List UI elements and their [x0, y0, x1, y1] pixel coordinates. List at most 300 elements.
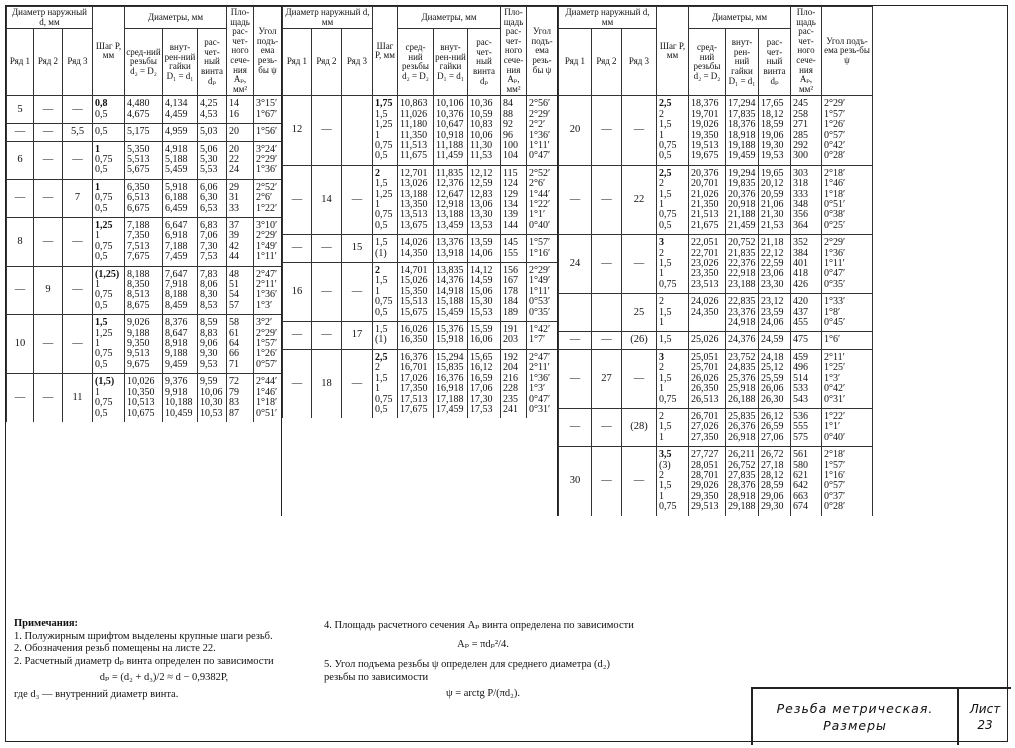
cell-value: (1) — [375, 334, 387, 346]
cell-value: 0,5 — [95, 407, 108, 419]
cell-value: 23,30 — [761, 278, 784, 290]
row2-diameter: — — [34, 124, 63, 141]
formula-dp: dₚ = (d₂ + d₃)/2 ≈ d − 0,9382P, — [99, 672, 229, 684]
row2-diameter: — — [34, 374, 63, 422]
cell-value: 0,75 — [375, 139, 393, 151]
inner-diameter-cell — [434, 96, 468, 165]
cell-value: 9,59 — [200, 376, 218, 388]
cell-value: 1°16′ — [529, 247, 551, 259]
cell-value: 19,835 — [728, 178, 756, 190]
header-angle: Угол подъ-ема резь-бы ψ — [822, 7, 873, 96]
header-area: Пло-щадь рас-чет-ного сече-ния Aₚ, мм² — [791, 7, 822, 96]
row3-diameter: — — [622, 235, 657, 294]
calc-diameter-cell — [198, 124, 227, 141]
cell-value: 0°35′ — [824, 278, 846, 290]
header-outer-diameter: Диаметр наружный d, мм — [559, 7, 657, 29]
calc-diameter-cell — [198, 374, 227, 422]
cell-value: 2°44′ — [256, 376, 278, 388]
cell-value: 533 — [793, 383, 808, 395]
cell-value: 0,75 — [659, 393, 677, 405]
cell-value: 8,53 — [200, 299, 218, 311]
table-block-1 — [6, 6, 281, 516]
cell-value: 79 — [229, 386, 239, 398]
cell-value: 8,459 — [165, 299, 188, 311]
cell-value: 16,026 — [400, 324, 428, 336]
row3-diameter: — — [342, 349, 373, 418]
pitch-cell — [373, 235, 398, 263]
cell-value: 0,75 — [95, 397, 113, 409]
cell-value: 674 — [793, 501, 808, 513]
cell-value: 1°11′ — [529, 139, 550, 151]
cell-value: 1,5 — [95, 317, 108, 329]
cell-value: 26,350 — [691, 383, 719, 395]
calc-diameter-cell — [468, 235, 501, 263]
cell-value: 9,06 — [200, 338, 218, 350]
cell-value: 496 — [793, 362, 808, 374]
cell-value: 10,188 — [165, 397, 193, 409]
cell-value: 145 — [503, 237, 518, 249]
cell-value: 1,75 — [375, 98, 393, 110]
cell-value: 4,959 — [165, 126, 188, 138]
cell-value: 39 — [229, 230, 239, 242]
cell-value: 9,026 — [127, 317, 150, 329]
angle-cell — [527, 349, 558, 418]
area-cell — [791, 294, 822, 332]
cell-value: 3 — [659, 237, 664, 249]
inner-diameter-cell — [726, 447, 759, 516]
cell-value: 4,134 — [165, 98, 188, 110]
cell-value: 18,918 — [728, 129, 756, 141]
cell-value: 9,188 — [127, 327, 150, 339]
row2-diameter: — — [312, 263, 342, 322]
cell-value: 10,59 — [470, 108, 493, 120]
cell-value: 20 — [229, 143, 239, 155]
pitch-cell — [657, 235, 689, 294]
angle-cell — [254, 96, 282, 124]
cell-value: 1,5 — [375, 275, 388, 287]
cell-value: 1 — [659, 268, 664, 280]
row2-diameter — [592, 294, 622, 332]
cell-value: 6,918 — [165, 230, 188, 242]
cell-value: 21,835 — [728, 247, 756, 259]
title-stamp — [751, 687, 1011, 745]
cell-value: 20,918 — [728, 199, 756, 210]
calc-diameter-cell — [759, 447, 791, 516]
inner-diameter-cell — [434, 349, 468, 418]
pitch-cell — [373, 263, 398, 322]
cell-value: 3,5 — [659, 449, 672, 461]
cell-value: 0,5 — [659, 150, 672, 162]
cell-value: 1°57′ — [256, 338, 278, 350]
row2-diameter: — — [592, 96, 622, 165]
cell-value: 26,30 — [761, 393, 784, 405]
inner-diameter-cell — [726, 235, 759, 294]
cell-value: 25,701 — [691, 362, 719, 374]
cell-value: (1,5) — [95, 376, 115, 388]
cell-value: 25,376 — [728, 372, 756, 384]
row2-diameter: — — [592, 332, 622, 349]
cell-value: 14 — [229, 98, 239, 110]
cell-value: 17,350 — [400, 383, 428, 395]
row1-diameter: — — [559, 165, 592, 234]
cell-value: 16,06 — [470, 334, 493, 346]
cell-value: 19,294 — [728, 167, 756, 179]
cell-value: 7,459 — [165, 251, 188, 263]
area-cell — [227, 141, 254, 179]
cell-value: (3) — [659, 459, 671, 471]
cell-value: 23,59 — [761, 306, 784, 318]
cell-value: 11,675 — [400, 150, 428, 162]
cell-value: 9,513 — [127, 348, 150, 360]
cell-value: 11,180 — [400, 119, 428, 131]
cell-value: 0,5 — [375, 150, 388, 162]
cell-value: 31 — [229, 192, 239, 204]
row3-diameter: (28) — [622, 408, 657, 446]
cell-value: 1°6′ — [824, 334, 841, 346]
row1-diameter: 30 — [559, 447, 592, 516]
calc-diameter-cell — [759, 294, 791, 332]
cell-value: 1 — [95, 279, 100, 291]
cell-value: 129 — [503, 188, 518, 200]
cell-value: 4,459 — [165, 108, 188, 120]
cell-value: 26,188 — [728, 393, 756, 405]
cell-value: 1,5 — [659, 119, 672, 131]
cell-value: 27,18 — [761, 459, 784, 471]
cell-value: 0°47′ — [824, 268, 846, 280]
cell-value: 292 — [793, 139, 808, 151]
row2-diameter: — — [592, 447, 622, 516]
cell-value: 575 — [793, 431, 808, 443]
cell-value: 1°11′ — [824, 258, 845, 270]
cell-value: 15,376 — [436, 324, 464, 336]
cell-value: 1°1′ — [824, 421, 841, 433]
pitch-cell — [93, 315, 125, 374]
middle-diameter-cell — [125, 266, 163, 315]
cell-value: 27,350 — [691, 431, 719, 443]
row3-diameter: — — [342, 263, 373, 322]
cell-value: 0°57′ — [256, 358, 278, 370]
cell-value: 6,06 — [200, 181, 218, 193]
cell-value: 61 — [229, 327, 239, 339]
cell-value: 42 — [229, 240, 239, 252]
cell-value: 155 — [503, 247, 518, 259]
cell-value: 8,918 — [165, 338, 188, 350]
cell-value: 514 — [793, 372, 808, 384]
row3-diameter: — — [622, 447, 657, 516]
cell-value: 83 — [229, 397, 239, 409]
cell-value: 115 — [503, 167, 518, 179]
header-inner-diameter: внут-рен-ний гайки D₁ = d₁ — [163, 29, 198, 96]
inner-diameter-cell — [434, 322, 468, 350]
cell-value: 0,75 — [659, 501, 677, 513]
cell-value: 1 — [375, 383, 380, 395]
cell-value: 0°47′ — [529, 393, 551, 405]
cell-value: 19,513 — [691, 139, 719, 151]
thread-table — [558, 6, 873, 516]
row2-diameter: — — [34, 179, 63, 217]
area-cell — [791, 96, 822, 165]
cell-value: 7,53 — [200, 251, 218, 263]
cell-value: 364 — [793, 219, 808, 231]
pitch-cell — [93, 179, 125, 217]
cell-value: 1,5 — [375, 372, 388, 384]
cell-value: 20,12 — [761, 178, 784, 190]
cell-value: 19,459 — [728, 150, 756, 162]
cell-value: 0°37′ — [824, 490, 846, 502]
cell-value: 20,376 — [728, 188, 756, 200]
cell-value: 0,5 — [95, 358, 108, 370]
cell-value: 0°42′ — [824, 383, 846, 395]
cell-value: 0°31′ — [529, 403, 551, 415]
inner-diameter-cell — [163, 374, 198, 422]
cell-value: 12,83 — [470, 188, 493, 200]
area-cell — [227, 96, 254, 124]
header-inner-diameter: внут-рен-ний гайки D₁ = d₁ — [434, 29, 468, 96]
cell-value: 0,75 — [95, 348, 113, 360]
row1-diameter: — — [283, 322, 312, 350]
cell-value: 71 — [229, 358, 239, 370]
cell-value: 2 — [659, 247, 664, 259]
cell-value: 22,59 — [761, 258, 784, 270]
cell-value: 16,376 — [436, 372, 464, 384]
cell-value: 2,5 — [659, 98, 672, 110]
inner-diameter-cell — [726, 165, 759, 234]
cell-value: 24,026 — [691, 296, 719, 308]
header-middle-diameter: сред-ний резьбы d₂ = D₂ — [689, 29, 726, 96]
cell-value: 13,918 — [436, 247, 464, 259]
cell-value: 24,376 — [728, 334, 756, 346]
middle-diameter-cell — [125, 374, 163, 422]
cell-value: 1°3′ — [824, 372, 841, 384]
cell-value: 5,675 — [127, 164, 150, 176]
cell-value: 1,5 — [375, 108, 388, 120]
cell-value: 333 — [793, 188, 808, 200]
cell-value: 0°42′ — [824, 139, 846, 151]
angle-cell — [527, 263, 558, 322]
table-row — [559, 447, 873, 516]
cell-value: 561 — [793, 449, 808, 461]
calc-diameter-cell — [198, 179, 227, 217]
cell-value: 22,701 — [691, 247, 719, 259]
cell-value: 11,53 — [470, 150, 493, 162]
calc-diameter-cell — [759, 349, 791, 408]
cell-value: 22,835 — [728, 296, 756, 308]
cell-value: 66 — [229, 348, 239, 360]
cell-value: 1,5 — [375, 237, 388, 249]
cell-value: 1,25 — [375, 188, 393, 200]
table-row — [7, 266, 282, 315]
row1-diameter: — — [283, 235, 312, 263]
cell-value: 1°57′ — [824, 459, 846, 471]
header-calc-diameter: рас-чет-ный винта dₚ — [198, 29, 227, 96]
row2-diameter: — — [592, 235, 622, 294]
middle-diameter-cell — [125, 141, 163, 179]
cell-value: 26,918 — [728, 431, 756, 443]
cell-value: 1 — [659, 383, 664, 395]
cell-value: 475 — [793, 334, 808, 346]
cell-value: 26,72 — [761, 449, 784, 461]
cell-value: 21,675 — [691, 219, 719, 231]
calc-diameter-cell — [468, 349, 501, 418]
cell-value: 2°29′ — [824, 237, 846, 249]
cell-value: 17,835 — [728, 108, 756, 120]
inner-diameter-cell — [434, 165, 468, 234]
cell-value: 26,752 — [728, 459, 756, 471]
cell-value: 3°24′ — [256, 143, 278, 155]
cell-value: 12,647 — [436, 188, 464, 200]
inner-diameter-cell — [163, 266, 198, 315]
cell-value: 1°11′ — [529, 285, 550, 297]
cell-value: 1,25 — [95, 327, 113, 339]
cell-value: 167 — [503, 275, 518, 287]
cell-value: 23,513 — [691, 278, 719, 290]
cell-value: 9,350 — [127, 338, 150, 350]
header-inner-diameter: внут-рен-ний гайки D₁ = d₁ — [726, 29, 759, 96]
cell-value: 22,051 — [691, 237, 719, 249]
cell-value: 16,12 — [470, 362, 493, 374]
cell-value: 2°11′ — [824, 351, 845, 363]
cell-value: 1°56′ — [256, 126, 278, 138]
cell-value: 2°11′ — [256, 279, 277, 291]
cell-value: 15,59 — [470, 324, 493, 336]
cell-value: 1 — [659, 199, 664, 210]
cell-value: 5,188 — [165, 153, 188, 165]
middle-diameter-cell — [689, 332, 726, 349]
row3-diameter — [342, 96, 373, 165]
cell-value: 29,513 — [691, 501, 719, 513]
row2-diameter: — — [312, 322, 342, 350]
cell-value: 241 — [503, 403, 518, 415]
row3-diameter: — — [622, 349, 657, 408]
cell-value: 44 — [229, 251, 239, 263]
cell-value: 204 — [503, 362, 518, 374]
cell-value: 2 — [659, 296, 664, 308]
table-row — [283, 96, 558, 165]
cell-value: 2,5 — [659, 167, 672, 179]
cell-value: 1°57′ — [824, 108, 846, 120]
cell-value: 16,59 — [470, 372, 493, 384]
middle-diameter-cell — [398, 263, 434, 322]
row2-diameter: — — [592, 165, 622, 234]
cell-value: 15,30 — [470, 296, 493, 308]
row3-diameter: 11 — [63, 374, 93, 422]
cell-value: 26,701 — [691, 410, 719, 422]
cell-value: 11,513 — [400, 139, 428, 151]
header-diameters: Диаметры, мм — [125, 7, 227, 29]
cell-value: 1°26′ — [256, 348, 278, 360]
cell-value: 1,5 — [659, 480, 672, 492]
cell-value: 14,59 — [470, 275, 493, 287]
cell-value: 144 — [503, 219, 518, 231]
cell-value: 21,53 — [761, 219, 784, 231]
table-block-2 — [281, 6, 557, 516]
cell-value: 5,53 — [200, 164, 218, 176]
inner-diameter-cell — [163, 141, 198, 179]
cell-value: 1,5 — [659, 372, 672, 384]
cell-value: 6,30 — [200, 192, 218, 204]
pitch-cell — [657, 294, 689, 332]
middle-diameter-cell — [689, 447, 726, 516]
cell-value: 15,06 — [470, 285, 493, 297]
cell-value: 16,701 — [400, 362, 428, 374]
cell-value: 21,026 — [691, 188, 719, 200]
cell-value: 20,701 — [691, 178, 719, 190]
cell-value: 7,06 — [200, 230, 218, 242]
pitch-cell — [657, 165, 689, 234]
cell-value: 2 — [659, 108, 664, 120]
cell-value: 0,5 — [95, 299, 108, 311]
cell-value: 17,513 — [400, 393, 428, 405]
cell-value: 1 — [375, 199, 380, 210]
calc-diameter-cell — [759, 96, 791, 165]
cell-value: 0°25′ — [824, 219, 846, 231]
cell-value: 3 — [659, 351, 664, 363]
pitch-cell — [657, 447, 689, 516]
cell-value: 13,30 — [470, 209, 493, 221]
cell-value: 0°57′ — [824, 480, 846, 492]
cell-value: 0,5 — [95, 164, 108, 176]
middle-diameter-cell — [125, 315, 163, 374]
cell-value: 1°44′ — [529, 188, 551, 200]
cell-value: 1°36′ — [529, 372, 551, 384]
cell-value: 0,75 — [375, 296, 393, 308]
middle-diameter-cell — [398, 322, 434, 350]
cell-value: 8,06 — [200, 279, 218, 291]
cell-value: 72 — [229, 376, 239, 388]
cell-value: 1°18′ — [824, 188, 846, 200]
cell-value: 271 — [793, 119, 808, 131]
angle-cell — [822, 96, 873, 165]
cell-value: 13,350 — [400, 199, 428, 210]
cell-value: 5,350 — [127, 143, 150, 155]
cell-value: 25,835 — [728, 410, 756, 422]
row3-diameter: 25 — [622, 294, 657, 332]
cell-value: 1°42′ — [529, 324, 551, 336]
cell-value: 17,06 — [470, 383, 493, 395]
cell-value: 15,65 — [470, 351, 493, 363]
cell-value: 16 — [229, 108, 239, 120]
cell-value: 19,675 — [691, 150, 719, 162]
header-area: Пло-щадь рас-чет-ного сече-ния Aₚ, мм² — [227, 7, 254, 96]
header-diameters: Диаметры, мм — [689, 7, 791, 29]
cell-value: 13,188 — [436, 209, 464, 221]
row1-diameter: — — [7, 374, 34, 422]
calc-diameter-cell — [468, 263, 501, 322]
table-row — [7, 374, 282, 422]
cell-value: 356 — [793, 209, 808, 221]
cell-value: 1°46′ — [824, 178, 846, 190]
cell-value: 0,5 — [375, 219, 388, 231]
table-block-3 — [557, 6, 872, 516]
pitch-cell — [657, 332, 689, 349]
area-cell — [791, 235, 822, 294]
cell-value: 7,350 — [127, 230, 150, 242]
row2-diameter: — — [312, 235, 342, 263]
cell-value: 14,701 — [400, 265, 428, 277]
cell-value: 27,727 — [691, 449, 719, 461]
cell-value: 24 — [229, 164, 239, 176]
table-row — [7, 141, 282, 179]
middle-diameter-cell — [398, 349, 434, 418]
row1-diameter: — — [559, 408, 592, 446]
row2-diameter: — — [34, 141, 63, 179]
cell-value: 0,5 — [95, 108, 108, 120]
cell-value: 0,75 — [95, 153, 113, 165]
calc-diameter-cell — [759, 165, 791, 234]
header-row-3: Ряд 3 — [622, 29, 657, 96]
cell-value: 8,59 — [200, 317, 218, 329]
cell-value: 621 — [793, 469, 808, 481]
